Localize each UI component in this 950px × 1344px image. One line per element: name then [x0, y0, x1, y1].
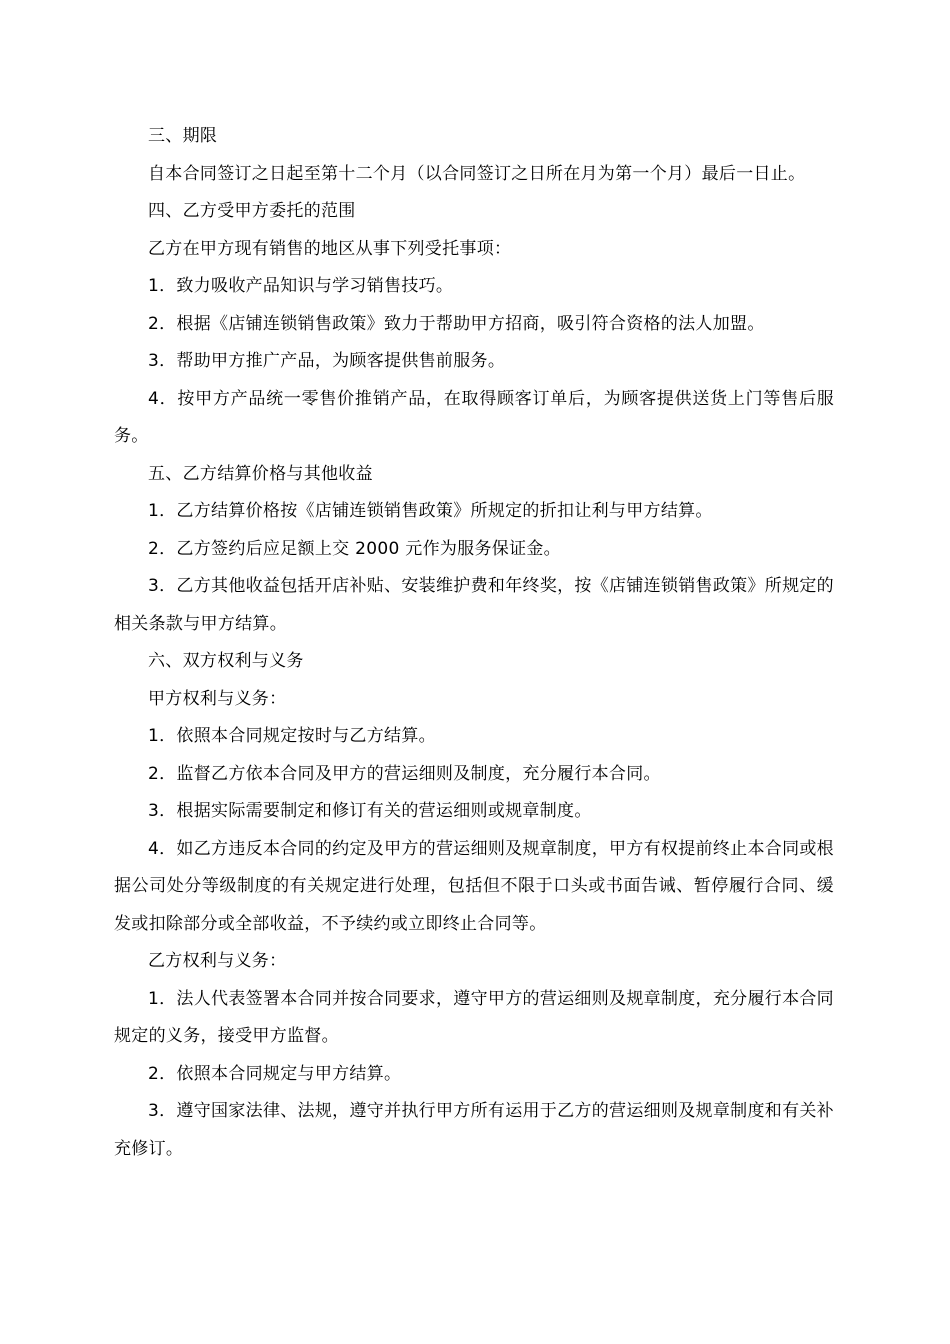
scope-item-1: 1．致力吸收产品知识与学习销售技巧。: [148, 276, 454, 296]
section-heading-term: 三、期限: [148, 126, 218, 146]
party-a-item-3: 3．根据实际需要制定和修订有关的营运细则或规章制度。: [148, 801, 592, 821]
settlement-item-3: 3．乙方其他收益包括开店补贴、安装维护费和年终奖，按《店铺连锁销售政策》所规定的相关条款与甲方结算。: [114, 576, 834, 634]
scope-item-3: 3．帮助甲方推广产品，为顾客提供售前服务。: [148, 351, 506, 371]
party-b-item-2: 2．依照本合同规定与甲方结算。: [148, 1063, 402, 1084]
party-a-item-1: 1．依照本合同规定按时与乙方结算。: [148, 726, 436, 746]
settlement-item-1: 1．乙方结算价格按《店铺连锁销售政策》所规定的折扣让利与甲方结算。: [148, 501, 713, 521]
party-b-item-1: 1．法人代表签署本合同并按合同要求，遵守甲方的营运细则及规章制度，充分履行本合同规定的义务，接受甲方监督。: [114, 988, 834, 1046]
section-heading-scope: 四、乙方受甲方委托的范围: [148, 201, 356, 221]
document-body: [114, 118, 834, 1168]
party-a-heading: 甲方权利与义务：: [148, 688, 287, 709]
scope-intro: 乙方在甲方现有销售的地区从事下列受托事项：: [148, 238, 512, 259]
party-a-item-4: 4．如乙方违反本合同的约定及甲方的营运细则及规章制度，甲方有权提前终止本合同或根据公司处分等级制度的有关规定进行处理，包括但不限于口头或书面告诫、暂停履行合同、缓发或扣除部分或全部收益，不予续约或立即终止合同等。: [114, 838, 834, 934]
term-clause: 自本合同签订之日起至第十二个月（以合同签订之日所在月为第一个月）最后一日止。: [148, 163, 806, 184]
section-heading-settlement: 五、乙方结算价格与其他收益: [148, 463, 373, 484]
settlement-item-2: 2．乙方签约后应足额上交 2000 元作为服务保证金。: [148, 538, 561, 559]
party-b-item-3: 3．遵守国家法律、法规，遵守并执行甲方所有运用于乙方的营运细则及规章制度和有关补充修订。: [114, 1101, 834, 1159]
scope-item-2: 2．根据《店铺连锁销售政策》致力于帮助甲方招商，吸引符合资格的法人加盟。: [148, 313, 765, 334]
section-heading-rights: 六、双方权利与义务: [148, 651, 304, 671]
scope-item-4: 4．按甲方产品统一零售价推销产品，在取得顾客订单后，为顾客提供送货上门等售后服务。: [114, 388, 834, 446]
party-b-heading: 乙方权利与义务：: [148, 951, 287, 971]
party-a-item-2: 2．监督乙方依本合同及甲方的营运细则及制度，充分履行本合同。: [148, 763, 661, 784]
